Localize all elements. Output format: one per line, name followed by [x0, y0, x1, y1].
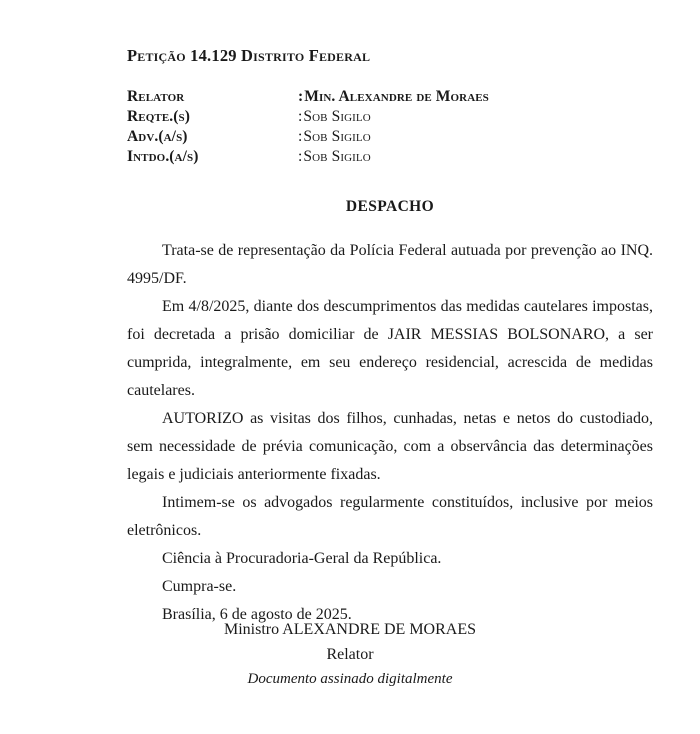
- party-separator: :: [298, 147, 303, 165]
- paragraph: Ciência à Procuradoria-Geral da República.: [162, 549, 442, 567]
- document-content: [127, 0, 653, 629]
- party-separator: :: [298, 87, 304, 105]
- signature-note: Documento assinado digitalmente: [247, 671, 453, 687]
- party-value-text: Sob Sigilo: [303, 127, 371, 145]
- party-value: [298, 107, 489, 127]
- party-label: Intdo.(a/s): [127, 147, 199, 165]
- party-value: [298, 87, 489, 107]
- document-heading: DESPACHO: [345, 197, 435, 215]
- party-value-text: Min. Alexandre de Moraes: [304, 87, 489, 105]
- table-row: [127, 107, 489, 127]
- paragraph: Em 4/8/2025, diante dos descumprimentos das medidas cautelares impostas, foi decretada a prisão domiciliar de JAIR MESSIAS BOLSONARO, a ser cumprida, integralmente, em seu endereço residencial, acrescida de medidas cautelares.: [127, 297, 653, 399]
- signature-role: Relator: [326, 646, 374, 663]
- party-label: Relator: [127, 87, 185, 105]
- document-body: [127, 237, 653, 629]
- signature-block: [0, 617, 700, 692]
- parties-table: [127, 87, 489, 167]
- party-value: [298, 127, 489, 147]
- party-value-text: Sob Sigilo: [303, 147, 371, 165]
- paragraph: Intimem-se os advogados regularmente constituídos, inclusive por meios eletrônicos.: [127, 493, 653, 539]
- table-row: [127, 147, 489, 167]
- case-title: Petição 14.129 Distrito Federal: [127, 46, 371, 65]
- party-label: Reqte.(s): [127, 107, 190, 125]
- paragraph: Cumpra-se.: [162, 577, 237, 595]
- table-row: [127, 87, 489, 107]
- party-value: [298, 147, 489, 167]
- signature-name: Ministro ALEXANDRE DE MORAES: [223, 621, 476, 638]
- party-label: Adv.(a/s): [127, 127, 188, 145]
- table-row: [127, 127, 489, 147]
- paragraph: Brasília, 6 de agosto de 2025.: [162, 605, 352, 623]
- party-separator: :: [298, 107, 303, 125]
- paragraph: Trata-se de representação da Polícia Federal autuada por prevenção ao INQ. 4995/DF.: [127, 241, 653, 287]
- paragraph: AUTORIZO as visitas dos filhos, cunhadas, netas e netos do custodiado, sem necessidade de prévia comunicação, com a observância das determinações legais e judiciais anteriormente fixadas.: [127, 409, 653, 483]
- party-separator: :: [298, 127, 303, 145]
- party-value-text: Sob Sigilo: [303, 107, 371, 125]
